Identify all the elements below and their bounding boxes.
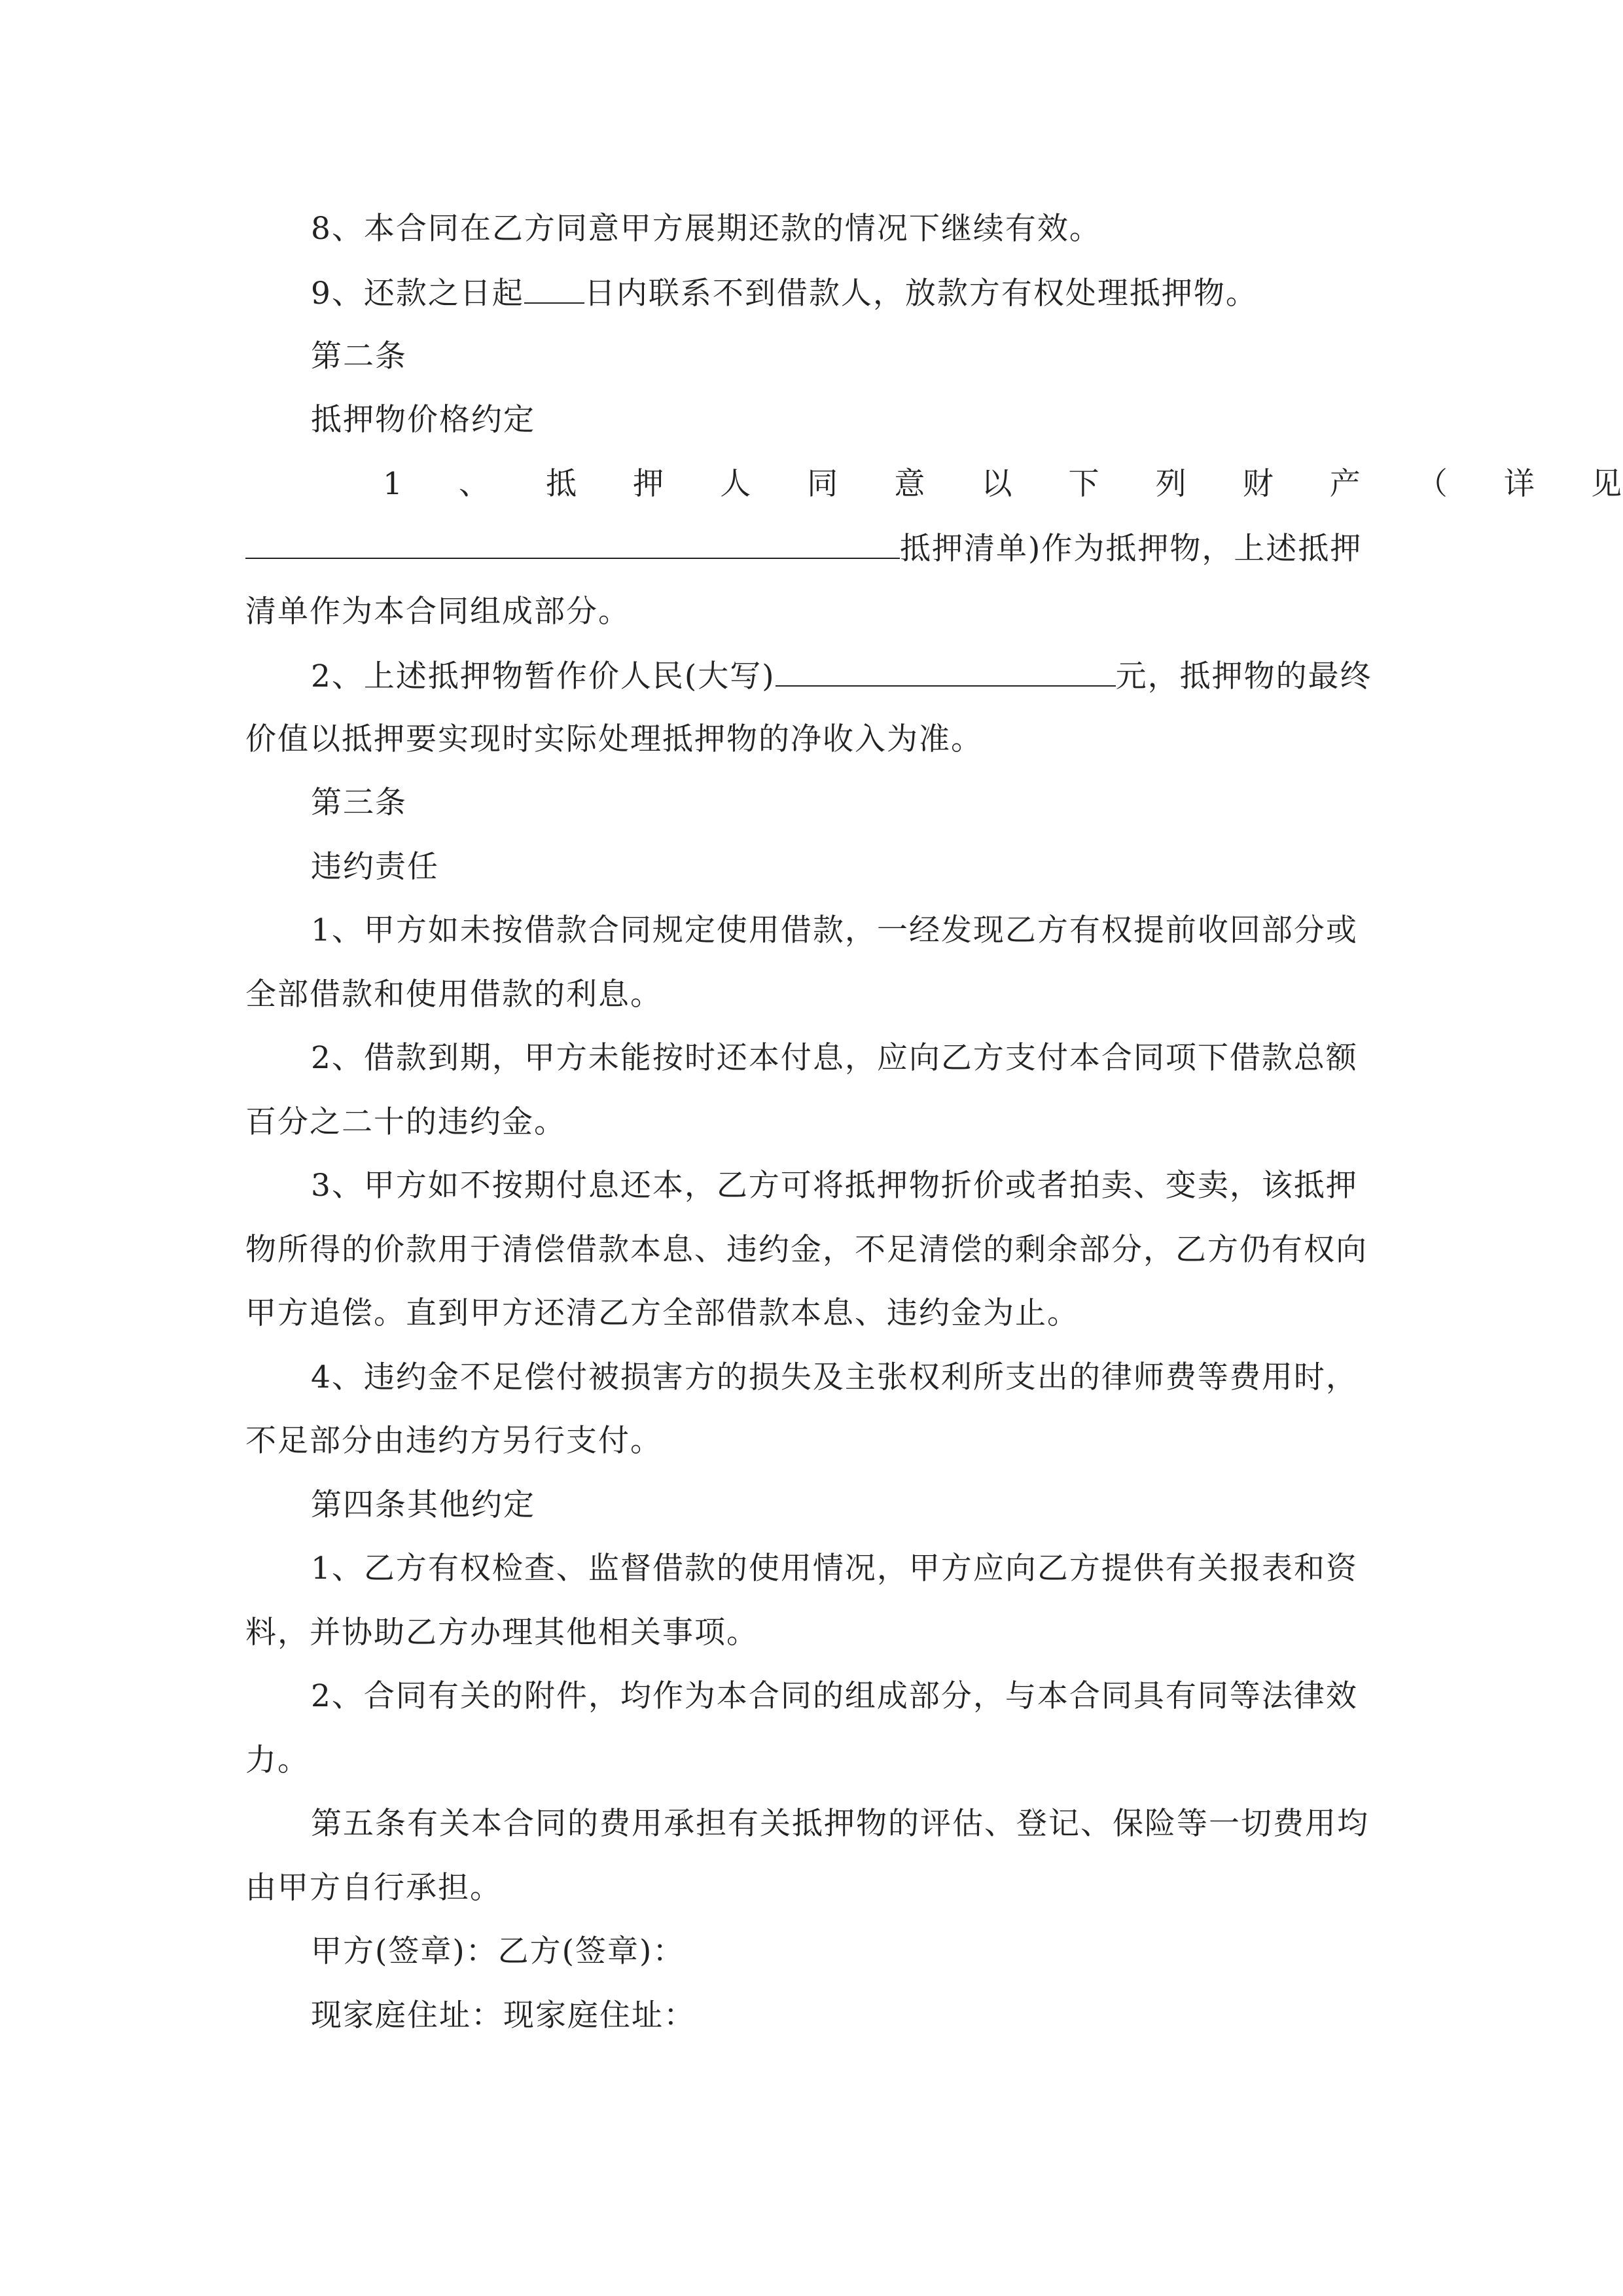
text-line: [245, 529, 1362, 569]
text-line: [311, 656, 1372, 696]
text-line: 2、合同有关的附件，均作为本合同的组成部分，与本合同具有同等法律效: [311, 1678, 1358, 1714]
text-line: [311, 274, 1258, 314]
spaced-char: 意: [894, 466, 927, 502]
text-line: 3、甲方如不按期付息还本，乙方可将抵押物折价或者拍卖、变卖，该抵押: [311, 1168, 1358, 1204]
text-line: 4、违约金不足偿付被损害方的损失及主张权利所支出的律师费等费用时，: [311, 1359, 1358, 1395]
spaced-char: 详: [1503, 466, 1536, 502]
text-line: 由甲方自行承担。: [245, 1870, 502, 1906]
spaced-char: 列: [1155, 466, 1188, 502]
spaced-char: 以: [981, 466, 1014, 502]
fill-in-blank: [245, 529, 900, 559]
text-line: 力。: [245, 1742, 310, 1778]
spaced-char: 下: [1068, 466, 1101, 502]
text-fragment: 抵押清单)作为抵押物，上述抵押: [900, 531, 1363, 567]
section-title: 违约责任: [311, 849, 439, 885]
section-heading: 第二条: [311, 338, 407, 374]
text-line: 第五条有关本合同的费用承担有关抵押物的评估、登记、保险等一切费用均: [311, 1806, 1369, 1842]
text-line: 物所得的价款用于清偿借款本息、违约金，不足清偿的剩余部分，乙方仍有权向: [245, 1232, 1368, 1268]
spaced-char: 产: [1329, 466, 1362, 502]
spaced-char: 、: [458, 466, 491, 502]
text-fragment: 2、上述抵押物暂作价人民(大写): [311, 658, 776, 694]
text-line: 价值以抵押要实现时实际处理抵押物的净收入为准。: [245, 721, 983, 757]
spaced-char: （: [1416, 466, 1449, 502]
text-line: 1、乙方有权检查、监督借款的使用情况，甲方应向乙方提供有关报表和资: [311, 1551, 1358, 1587]
text-line: 全部借款和使用借款的利息。: [245, 977, 662, 1013]
spaced-char: 人: [720, 466, 753, 502]
spaced-char: 抵: [546, 466, 579, 502]
section-heading: 第四条其他约定: [311, 1487, 535, 1523]
text-line: 料，并协助乙方办理其他相关事项。: [245, 1615, 758, 1651]
text-line: 不足部分由违约方另行支付。: [245, 1423, 662, 1459]
text-line-spaced: [383, 465, 1623, 504]
spaced-char: 财: [1242, 466, 1275, 502]
text-line: 2、借款到期，甲方未能按时还本付息，应向乙方支付本合同项下借款总额: [311, 1040, 1358, 1076]
signature-line: 甲方(签章)：乙方(签章)：: [311, 1933, 685, 1969]
fill-in-blank: [524, 274, 584, 304]
spaced-char: 同: [807, 466, 840, 502]
address-line: 现家庭住址：现家庭住址：: [311, 1998, 696, 2034]
section-heading: 第三条: [311, 785, 407, 821]
spaced-char: 见: [1591, 466, 1623, 502]
text-line: 1、甲方如未按借款合同规定使用借款，一经发现乙方有权提前收回部分或: [311, 912, 1358, 948]
text-line: 8、本合同在乙方同意甲方展期还款的情况下继续有效。: [311, 211, 1101, 247]
text-line: 清单作为本合同组成部分。: [245, 594, 630, 630]
text-line: 百分之二十的违约金。: [245, 1104, 566, 1140]
text-fragment: 9、还款之日起: [311, 276, 524, 312]
fill-in-blank: [776, 656, 1116, 687]
text-fragment: 元，抵押物的最终: [1115, 658, 1372, 694]
section-title: 抵押物价格约定: [311, 402, 535, 438]
text-line: 甲方追偿。直到甲方还清乙方全部借款本息、违约金为止。: [245, 1295, 1079, 1331]
spaced-char: 1: [383, 466, 404, 502]
spaced-char: 押: [633, 466, 666, 502]
text-fragment: 日内联系不到借款人，放款方有权处理抵押物。: [584, 276, 1258, 312]
